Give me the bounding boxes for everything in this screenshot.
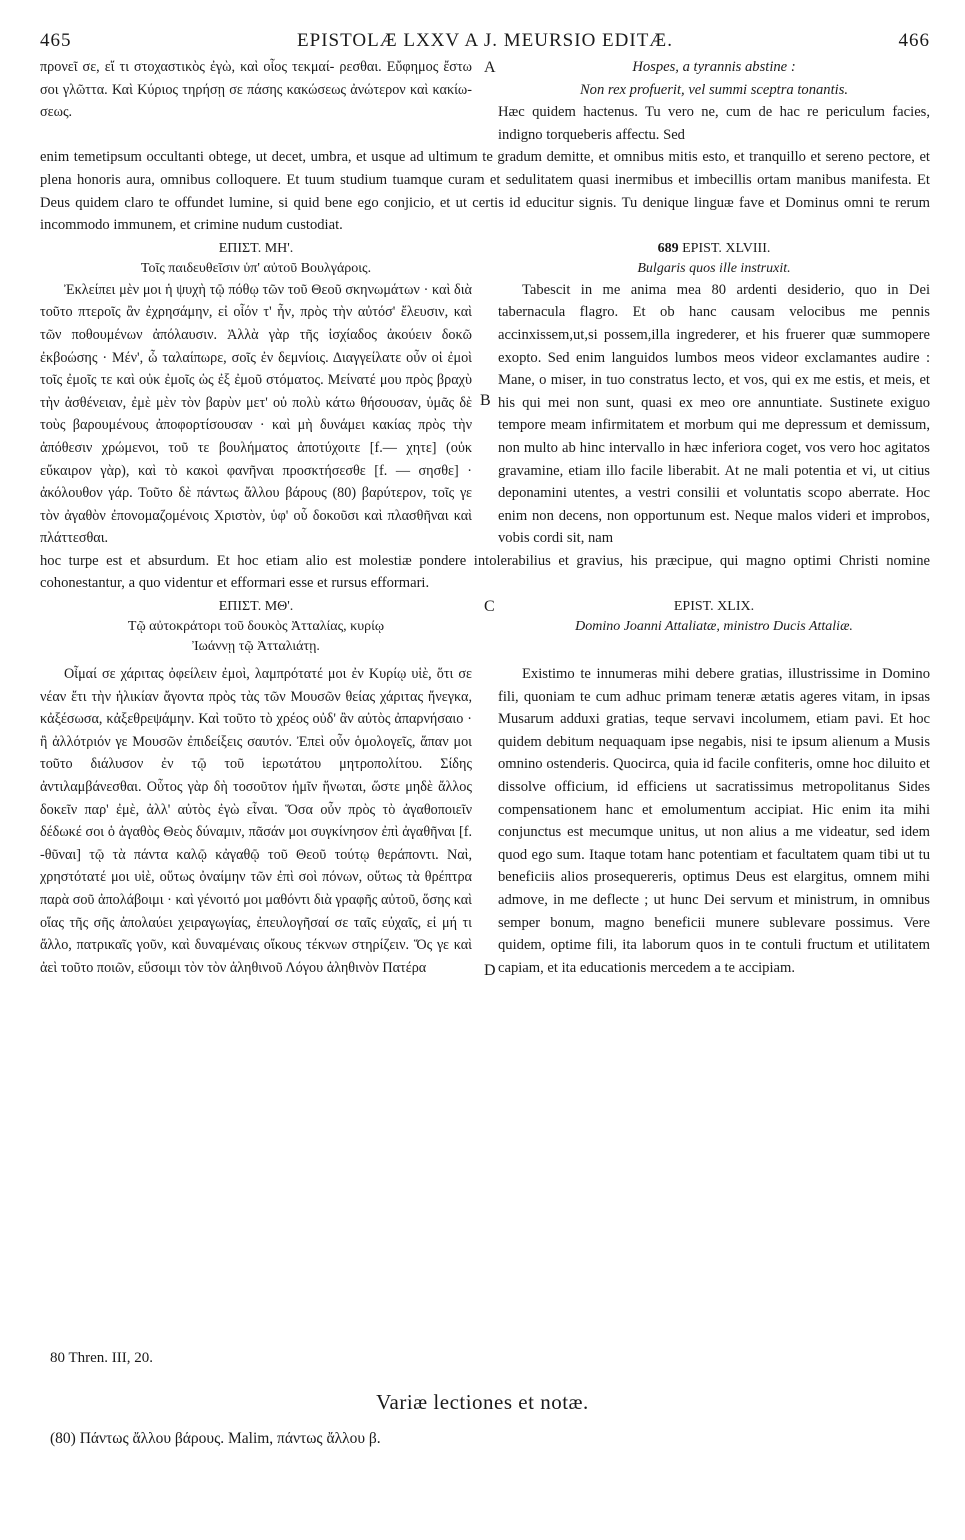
ep48-latin-title-line [498, 239, 930, 259]
margin-letter-b: B [480, 391, 491, 409]
ep49-latin-heading [498, 597, 930, 657]
top-greek-text: προνεῖ σε, εἴ τι στοχαστικὸς ἐγὼ, καὶ οἷος τεκμαί- ρεσθαι. Εὔφημος ἔστω σοι γλῶττα. Καὶ Κύριος τηρήσῃ σε πάσης κακώσεως ἀνώτερον καὶ κακίω- σεως. [40, 59, 472, 121]
page-number-left: 465 [40, 30, 72, 51]
top-latin-text: Hæc quidem hactenus. Tu vero ne, cum de hac re periculum facies, indigno torqueberis affectu. Sed [498, 104, 930, 143]
ep48-greek-text: Ἐκλείπει μὲν μοι ἡ ψυχὴ τῷ πόθῳ τῶν τοῦ Θεοῦ σκηνωμάτων · καὶ διὰ τοῦτο πτεροῖς ἂν ἐχρησάμην, εἰ οἷόν τ' ἦν, πρὸς τὴν αὐτόσ' ἔλευσιν, καὶ τῶν ποθουμένων ἀπόλαυσιν. Ἀλλὰ γὰρ τῆς ἰσχίαδος ἀκούειν δοκῶ ἐκβοώσης · Μέν', ὦ ταλαίπωρε, σοῖς ἐν δεμνίοις. Διαγγείλατε οὖν οἱ ἐμοὶ τοῖς ἐμοῖς τε καὶ οὐκ ἐμοῖς ὡς ἐξ ἐμοῦ στόματος. Μείνατέ μου πρὸς βραχὺ τὴν ἀσθένειαν, ἐμὲ μὲν τὸν βαρὺν μετ' οὐ πολὺ κάτω θήσουσαν, ὑμᾶς δὲ τοὺς βαρουμένους ἀποφορτίσουσαν · καὶ μὴ δυνάμει κακίας πρὸς τὴν ἀπόθεσιν χρώμενοι, τοῦ τε βουλήματος ἀποτύχοιτε [f.— χητε] (οὐκ εὔκαιρον γὰρ), καὶ τὸ κακοὶ φανῆναι προσκτήσεσθε [f. — σησθε] · ἀκόλουθον γάρ. Τοῦτο δὲ πάντως ἄλλου βάρους (80) βαρύτερον, τοῖς γε τὸν ἀγαθὸν ἐπονομαζομένοις Χριστὸν, ὑφ' οὗ δοκοῦσι καὶ πλασθῆναι καὶ πλάττεσθαι. [40, 281, 472, 547]
page-number-right: 466 [898, 30, 930, 51]
footnote: 80 Thren. III, 20. [50, 1350, 154, 1366]
running-title: EPISTOLÆ LXXV A J. MEURSIO EDITÆ. [297, 30, 673, 51]
ep48-latin-text: Tabescit in me anima mea 80 ardenti desiderio, quo in Dei tabernacula flagro. Et ob hanc causam velocibus me pennis accinxissem,ut,si possem,illa ingrederer, et his fruerer quæ summopere exopto. Sed enim languidos lumbos meos videor exclamantes audire : Mane, o miser, in tuo constratus lecto, et vos, qui ex me estis, et meis, et his qui mei non sunt, quasi ex meo ore annuntiate. Sustinete exiguo tempore meam infirmitatem et morbum qui me depressum et demissum, non multo ab hinc intervallo in hæc inferiora coget, vos vero hoc agitatos gravamine, etiam illo facile liberabit. At ne mali potentia et vi, ut citius deponamini utentes, a vestri consilii et voluntatis scopo aberrate. Hoc enim non decens, non opportunum est. Neque malos videri et improbos, vobis cordi sit, nam [498, 281, 930, 547]
verse-line-2: Non rex profuerit, vel summi sceptra tonantis. [579, 81, 849, 98]
margin-letter-a: A [484, 59, 496, 76]
top-latin-column [498, 56, 930, 146]
ep49-latin-text: Existimo te innumeras mihi debere gratias, illustrissime in Domino fili, quoniam te cum adhuc primam teneræ ætatis ageres vitam, in ipsas Musarum adduxi gratias, teque servavi incolumem, etiam pavi. Et hoc quidem debitum nequaquam ipse negabis, nisi te ipsum alienum a Musis omnino ostenderis. Quocirca, quia id facile confiteris, omne hoc diluito et dissolve officium, id efficiens ut sacratissimus metropolitanus Sides compensationem hanc et emolumentum accipiat. Hic enim ita mihi conjunctus est mecumque unitus, ut non alius a me videatur, sed idem quod ego sum. Itaque totam hanc potentiam et facultatem quam tibi ut tu beneficiis alios prosequereris, optimus Deus est elargitus, omnem mihi admove, in me deflecte ; ut hunc Dei servum et ministrum, in omnibus semper bonum, magno beneficii munere sublevare possimus. Vere quidem, optime fili, ita laborum quos in te contuli fructum et utilitatem capiam, et ita educationis mercedem a te accipiam. [498, 666, 930, 976]
ep49-greek-text: Οἶμαί σε χάριτας ὀφείλειν ἐμοὶ, λαμπρότατέ μοι ἐν Κυρίῳ υἱὲ, ὅτι σε νέαν ἔτι τὴν ἡλικίαν ἄγοντα πρὸς τὰς τῶν Μουσῶν θείας χάριτας ἤνεγκα, κἀξέσωσα, κἀξεθρεψάμην. Καὶ τοῦτο τὸ χρέος οὐδ' ἂν αὐτὸς ἀπαρνήσαιο · ἢ ἀλλότριόν γε Μουσῶν ἐπιδείξεις σαυτόν. Ἐπεὶ οὖν ὁμολογεῖς, ἅπαν μοι τοῦτο διάλυσον ἐν τῷ τοῦ ἱερωτάτου μητροπολίτου. Σίδης ἀντιλαμβάνεσθαι. Οὗτος γὰρ δὴ τοσοῦτον ἡμῖν ἥνωται, ὥστε μηδὲ ἄλλος δοκεῖν παρ' ἐμὲ, ἀλλ' αὐτὸς ἐγὼ εἶναι. Ὅσα οὖν πρὸς τὸ ἀγαθοποιεῖν δέδωκέ σοι ὁ ἀγαθὸς Θεὸς δύναμιν, πᾶσάν μοι συγκίνησον ἐπὶ ἀγαθῆναι [f. -θῦναι] τῷ τὰ πάντα καλῷ κἀγαθῷ τοῦ Θεοῦ τούτῳ θεράποντι. Ναὶ, χρηστότατέ μοι υἱὲ, οὕτως ὀναίμην τῶν ἐπὶ σοὶ πόνων, οὕτως τὰ θρέπτρα παρὰ σοῦ ἀπολάβοιμι · καὶ γένοιτό μοι μαθόντι διὰ γραφῆς αὐτοῦ, ὅσης καὶ οἵας τῆς σῆς ἀπολαύει χειραγωγίας, ἐπευλογῆσαί σε ταῖς εὐχαῖς, εἰ μή τι ἄλλο, πατρικαῖς γοῦν, καὶ δυναμέναις οἴκους τέκνων στηρίζειν. Ὅς γε καὶ ἀεὶ τοῦτο ποιῶν, εὔσοιμι τὸν τὸν ἀληθινοῦ Λόγου ἀληθινὸν Πατέρα [40, 666, 472, 976]
ep48-latin-title: EPIST. XLVIII. [682, 240, 771, 256]
margin-letter-d: D [484, 962, 496, 980]
notes-title: Variæ lectiones et notæ. [376, 1390, 589, 1414]
top-section [40, 56, 930, 146]
margin-letter-c: C [484, 598, 495, 616]
top-full-width-text: enim temetipsum occultanti obtege, ut decet, umbra, et usque ad ultimum te gradum demitte, et omnibus mitis esto, et tranquillo et sereno pectore, et plena honoris aura, omnibus colloquere. Et tuum studium tuamque curam et sedulitatem quasi inermibus et imbecillis ortam manibus manifesta. Et Deus quidem claro te offundet lumine, si quid bene ego conjicio, et ut certis id educitur signis. Tu denique linguæ fave et Dominus omni te rerum incommodo immunem, et crimine nudum custodiat. [40, 149, 930, 234]
ep49-body [40, 663, 930, 979]
ep48-body [40, 279, 930, 550]
notes-line: (80) Πάντως ἄλλου βάρους. Malim, πάντως ἄλλου β. [50, 1430, 381, 1447]
ep48-greek-address: Τοῖς παιδευθεῖσιν ὑπ' αὐτοῦ Βουλγάροις. [140, 260, 372, 276]
ep48-headings [40, 239, 930, 279]
ep48-latin-heading [498, 239, 930, 279]
page-header [40, 30, 930, 56]
ep49-headings [40, 597, 930, 657]
ep49-greek-address-1: Τῷ αὐτοκράτορι τοῦ δουκὸς Ἀτταλίας, κυρίῳ [127, 619, 385, 635]
ep48-greek-title: ΕΠΙΣΤ. ΜΗ'. [218, 240, 294, 256]
ep48-full-width-text: hoc turpe est et absurdum. Et hoc etiam alio est molestiæ pondere intolerabilius et gravius, his præcipue, qui magno optimi Christi nomine cohonestantur, a quo videntur et efformari esse et rursus efformari. [40, 552, 930, 592]
ep48-greek-heading [40, 239, 472, 279]
verse-line-1: Hospes, a tyrannis abstine : [632, 59, 796, 75]
ep48-latin-num: 689 [657, 240, 679, 256]
ep48-latin-address: Bulgaris quos ille instruxit. [637, 260, 791, 276]
ep49-greek-title: ΕΠΙΣΤ. ΜΘ'. [218, 599, 294, 615]
page [40, 30, 930, 979]
ep49-latin-address: Domino Joanni Attaliatæ, ministro Ducis Attaliæ. [575, 619, 853, 635]
ep49-latin-title: EPIST. XLIX. [673, 599, 755, 615]
ep49-greek-heading [40, 597, 472, 657]
ep49-greek-address-2: Ἰωάννῃ τῷ Ἀτταλιάτῃ. [192, 639, 320, 655]
